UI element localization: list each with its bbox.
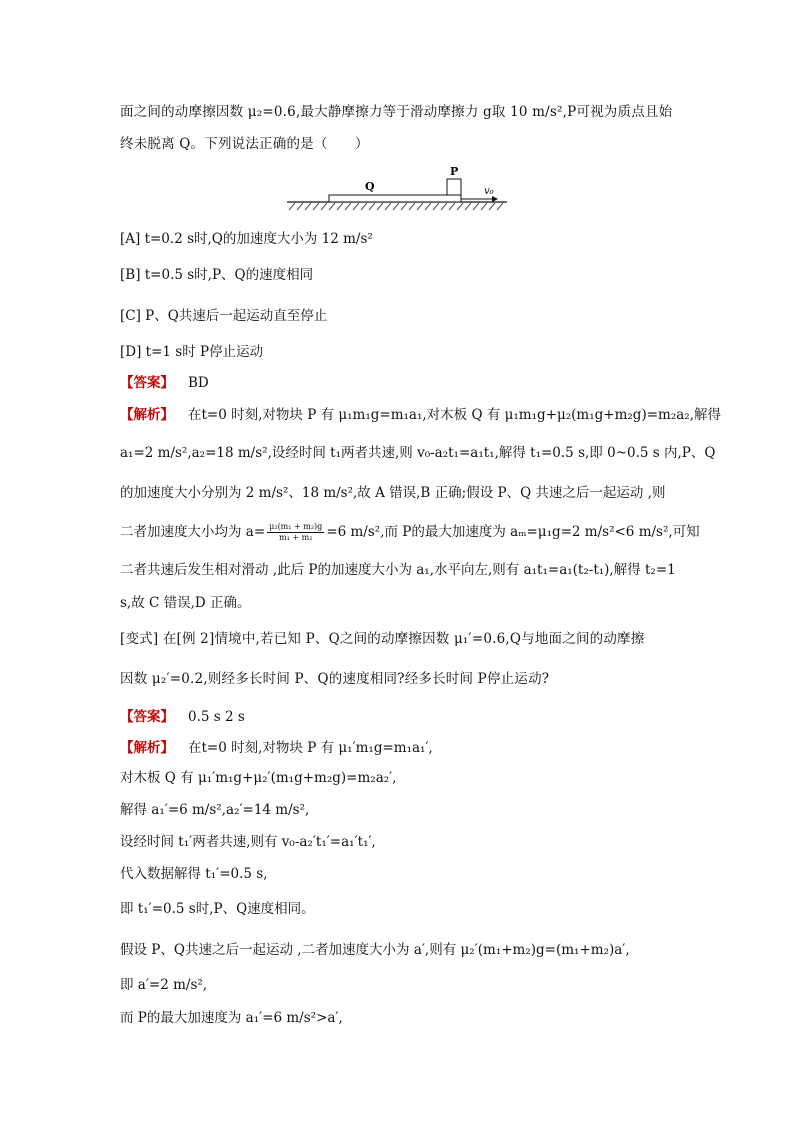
- analysis-line: 二者共速后发生相对滑动 ,此后 P的加速度大小为 a₁,水平向左,则有 a₁t₁=a₁(t₂-t₁),解得 t₂=1: [120, 562, 676, 578]
- board-q: [329, 195, 461, 202]
- fraction: [267, 522, 324, 543]
- problem-line: 终未脱离 Q。下列说法正确的是（ ）: [120, 136, 369, 152]
- answer-row: [120, 707, 674, 727]
- option-d: [D] t=1 s时 P停止运动: [120, 344, 264, 360]
- analysis-line-with-fraction: [120, 522, 700, 543]
- analysis-text: 在t=0 时刻,对物块 P 有 μ₁m₁g=m₁a₁,对木板 Q 有 μ₁m₁g+μ₂(m₁g+m₂g)=m₂a₂,解得: [188, 407, 721, 423]
- analysis-line: 代入数据解得 t₁′=0.5 s,: [120, 866, 268, 882]
- analysis-tag: 【解析】: [120, 740, 174, 756]
- label-q: Q: [365, 180, 375, 193]
- option-a: [A] t=0.2 s时,Q的加速度大小为 12 m/s²: [120, 231, 373, 247]
- option-b: [B] t=0.5 s时,P、Q的速度相同: [120, 267, 314, 283]
- answer-tag: 【答案】: [120, 709, 174, 725]
- analysis-line: a₁=2 m/s²,a₂=18 m/s²,设经时间 t₁两者共速,则 v₀-a₂t₁=a₁t₁,解得 t₁=0.5 s,即 0~0.5 s 内,P、Q: [120, 445, 716, 461]
- analysis-line: 解得 a₁′=6 m/s²,a₂′=14 m/s²,: [120, 802, 310, 818]
- analysis-line: 设经时间 t₁′两者共速,则有 v₀-a₂′t₁′=a₁′t₁′,: [120, 834, 376, 850]
- option-c: [C] P、Q共速后一起运动直至停止: [120, 308, 328, 324]
- analysis-line: 即 t₁′=0.5 s时,P、Q速度相同。: [120, 901, 315, 917]
- analysis-text: 二者加速度大小均为 a=: [120, 524, 266, 540]
- analysis-line: 假设 P、Q共速之后一起运动 ,二者加速度大小为 a′,则有 μ₂′(m₁+m₂)g=(m₁+m₂)a′,: [120, 942, 630, 958]
- analysis-line: 而 P的最大加速度为 a₁′=6 m/s²>a′,: [120, 1010, 343, 1026]
- analysis-line: 即 a′=2 m/s²,: [120, 977, 208, 993]
- analysis-line: s,故 C 错误,D 正确。: [120, 595, 251, 611]
- analysis-text: =6 m/s²,而 P的最大加速度为 aₘ=μ₁g=2 m/s²<6 m/s²,可知: [326, 524, 700, 540]
- analysis-line: [120, 738, 674, 758]
- block-p: [447, 179, 461, 195]
- analysis-tag: 【解析】: [120, 407, 174, 423]
- variant-line: 因数 μ₂′=0.2,则经多长时间 P、Q的速度相同?经多长时间 P停止运动?: [120, 671, 550, 687]
- answer-value: BD: [188, 375, 209, 391]
- analysis-line: [120, 405, 721, 425]
- answer-tag: 【答案】: [120, 375, 174, 391]
- answer-row: [120, 373, 674, 393]
- problem-line: 面之间的动摩擦因数 μ₂=0.6,最大静摩擦力等于滑动摩擦力 g取 10 m/s²,P可视为质点且始: [120, 104, 673, 120]
- label-v0: v₀: [484, 186, 494, 197]
- fraction-denominator: m₁ + m₂: [279, 533, 313, 542]
- analysis-line: 的加速度大小分别为 2 m/s²、18 m/s²,故 A 错误,B 正确;假设 P、Q 共速之后一起运动 ,则: [120, 485, 666, 501]
- analysis-text: 在t=0 时刻,对物块 P 有 μ₁′m₁g=m₁a₁′,: [188, 740, 433, 756]
- variant-line: [变式] 在[例 2]情境中,若已知 P、Q之间的动摩擦因数 μ₁′=0.6,Q与地面之间的动摩擦: [120, 631, 645, 647]
- label-p: P: [450, 165, 459, 178]
- analysis-line: 对木板 Q 有 μ₁′m₁g+μ₂′(m₁g+m₂g)=m₂a₂′,: [120, 770, 397, 786]
- answer-value: 0.5 s 2 s: [188, 709, 245, 725]
- board-block-diagram: [285, 160, 510, 212]
- fraction-numerator: μ₂(m₁ + m₂)g: [269, 522, 323, 531]
- ground-hatching: [289, 203, 503, 210]
